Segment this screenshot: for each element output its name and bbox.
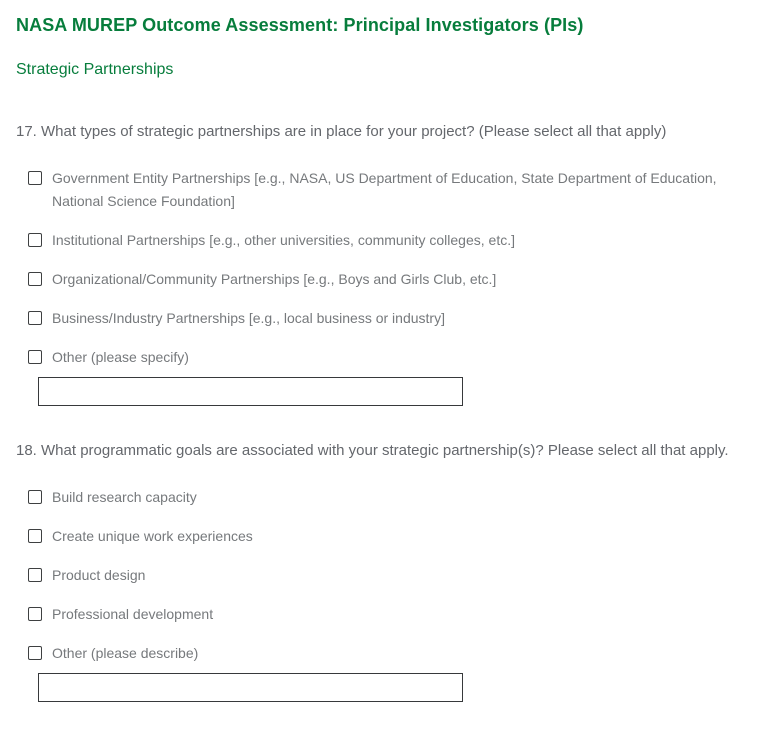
option-label[interactable]: Create unique work experiences [52, 528, 253, 544]
option-label[interactable]: Organizational/Community Partnerships [e.g., Boys and Girls Club, etc.] [52, 271, 497, 287]
option-organizational-community-partnerships[interactable] [28, 268, 746, 291]
checkbox-other-specify[interactable] [28, 350, 42, 364]
option-build-research-capacity[interactable] [28, 486, 746, 509]
checkbox-professional-development[interactable] [28, 607, 42, 621]
checkbox-organizational-community-partnerships[interactable] [28, 272, 42, 286]
question-18-text: 18. What programmatic goals are associated with your strategic partnership(s)? Please select all that apply. [16, 442, 729, 459]
option-other-specify[interactable] [28, 346, 746, 369]
option-label[interactable]: Institutional Partnerships [e.g., other universities, community colleges, etc.] [52, 232, 515, 248]
checkbox-institutional-partnerships[interactable] [28, 233, 42, 247]
checkbox-business-industry-partnerships[interactable] [28, 311, 42, 325]
section-title: Strategic Partnerships [16, 61, 174, 78]
option-professional-development[interactable] [28, 603, 746, 626]
other-describe-input[interactable] [38, 673, 463, 702]
option-label[interactable]: Other (please specify) [52, 349, 189, 365]
option-label[interactable]: Product design [52, 567, 146, 583]
option-institutional-partnerships[interactable] [28, 229, 746, 252]
option-business-industry-partnerships[interactable] [28, 307, 746, 330]
other-specify-input[interactable] [38, 377, 463, 406]
option-product-design[interactable] [28, 564, 746, 587]
checkbox-government-entity-partnerships[interactable] [28, 171, 42, 185]
option-label[interactable]: Other (please describe) [52, 645, 199, 661]
survey-title: NASA MUREP Outcome Assessment: Principal Investigators (PIs) [16, 15, 584, 35]
checkbox-product-design[interactable] [28, 568, 42, 582]
checkbox-other-describe[interactable] [28, 646, 42, 660]
question-18-options [28, 486, 746, 665]
option-label[interactable]: Professional development [52, 606, 214, 622]
option-government-entity-partnerships[interactable] [28, 167, 746, 213]
option-label[interactable]: Build research capacity [52, 489, 197, 505]
option-create-unique-work-experiences[interactable] [28, 525, 746, 548]
checkbox-build-research-capacity[interactable] [28, 490, 42, 504]
option-other-describe[interactable] [28, 642, 746, 665]
option-label[interactable]: Business/Industry Partnerships [e.g., local business or industry] [52, 310, 445, 326]
checkbox-create-unique-work-experiences[interactable] [28, 529, 42, 543]
option-label[interactable]: Government Entity Partnerships [e.g., NASA, US Department of Education, State Department of Education, National Science Foundation] [52, 170, 717, 209]
question-17-options [28, 167, 746, 369]
question-17-text: 17. What types of strategic partnerships are in place for your project? (Please select all that apply) [16, 123, 667, 140]
